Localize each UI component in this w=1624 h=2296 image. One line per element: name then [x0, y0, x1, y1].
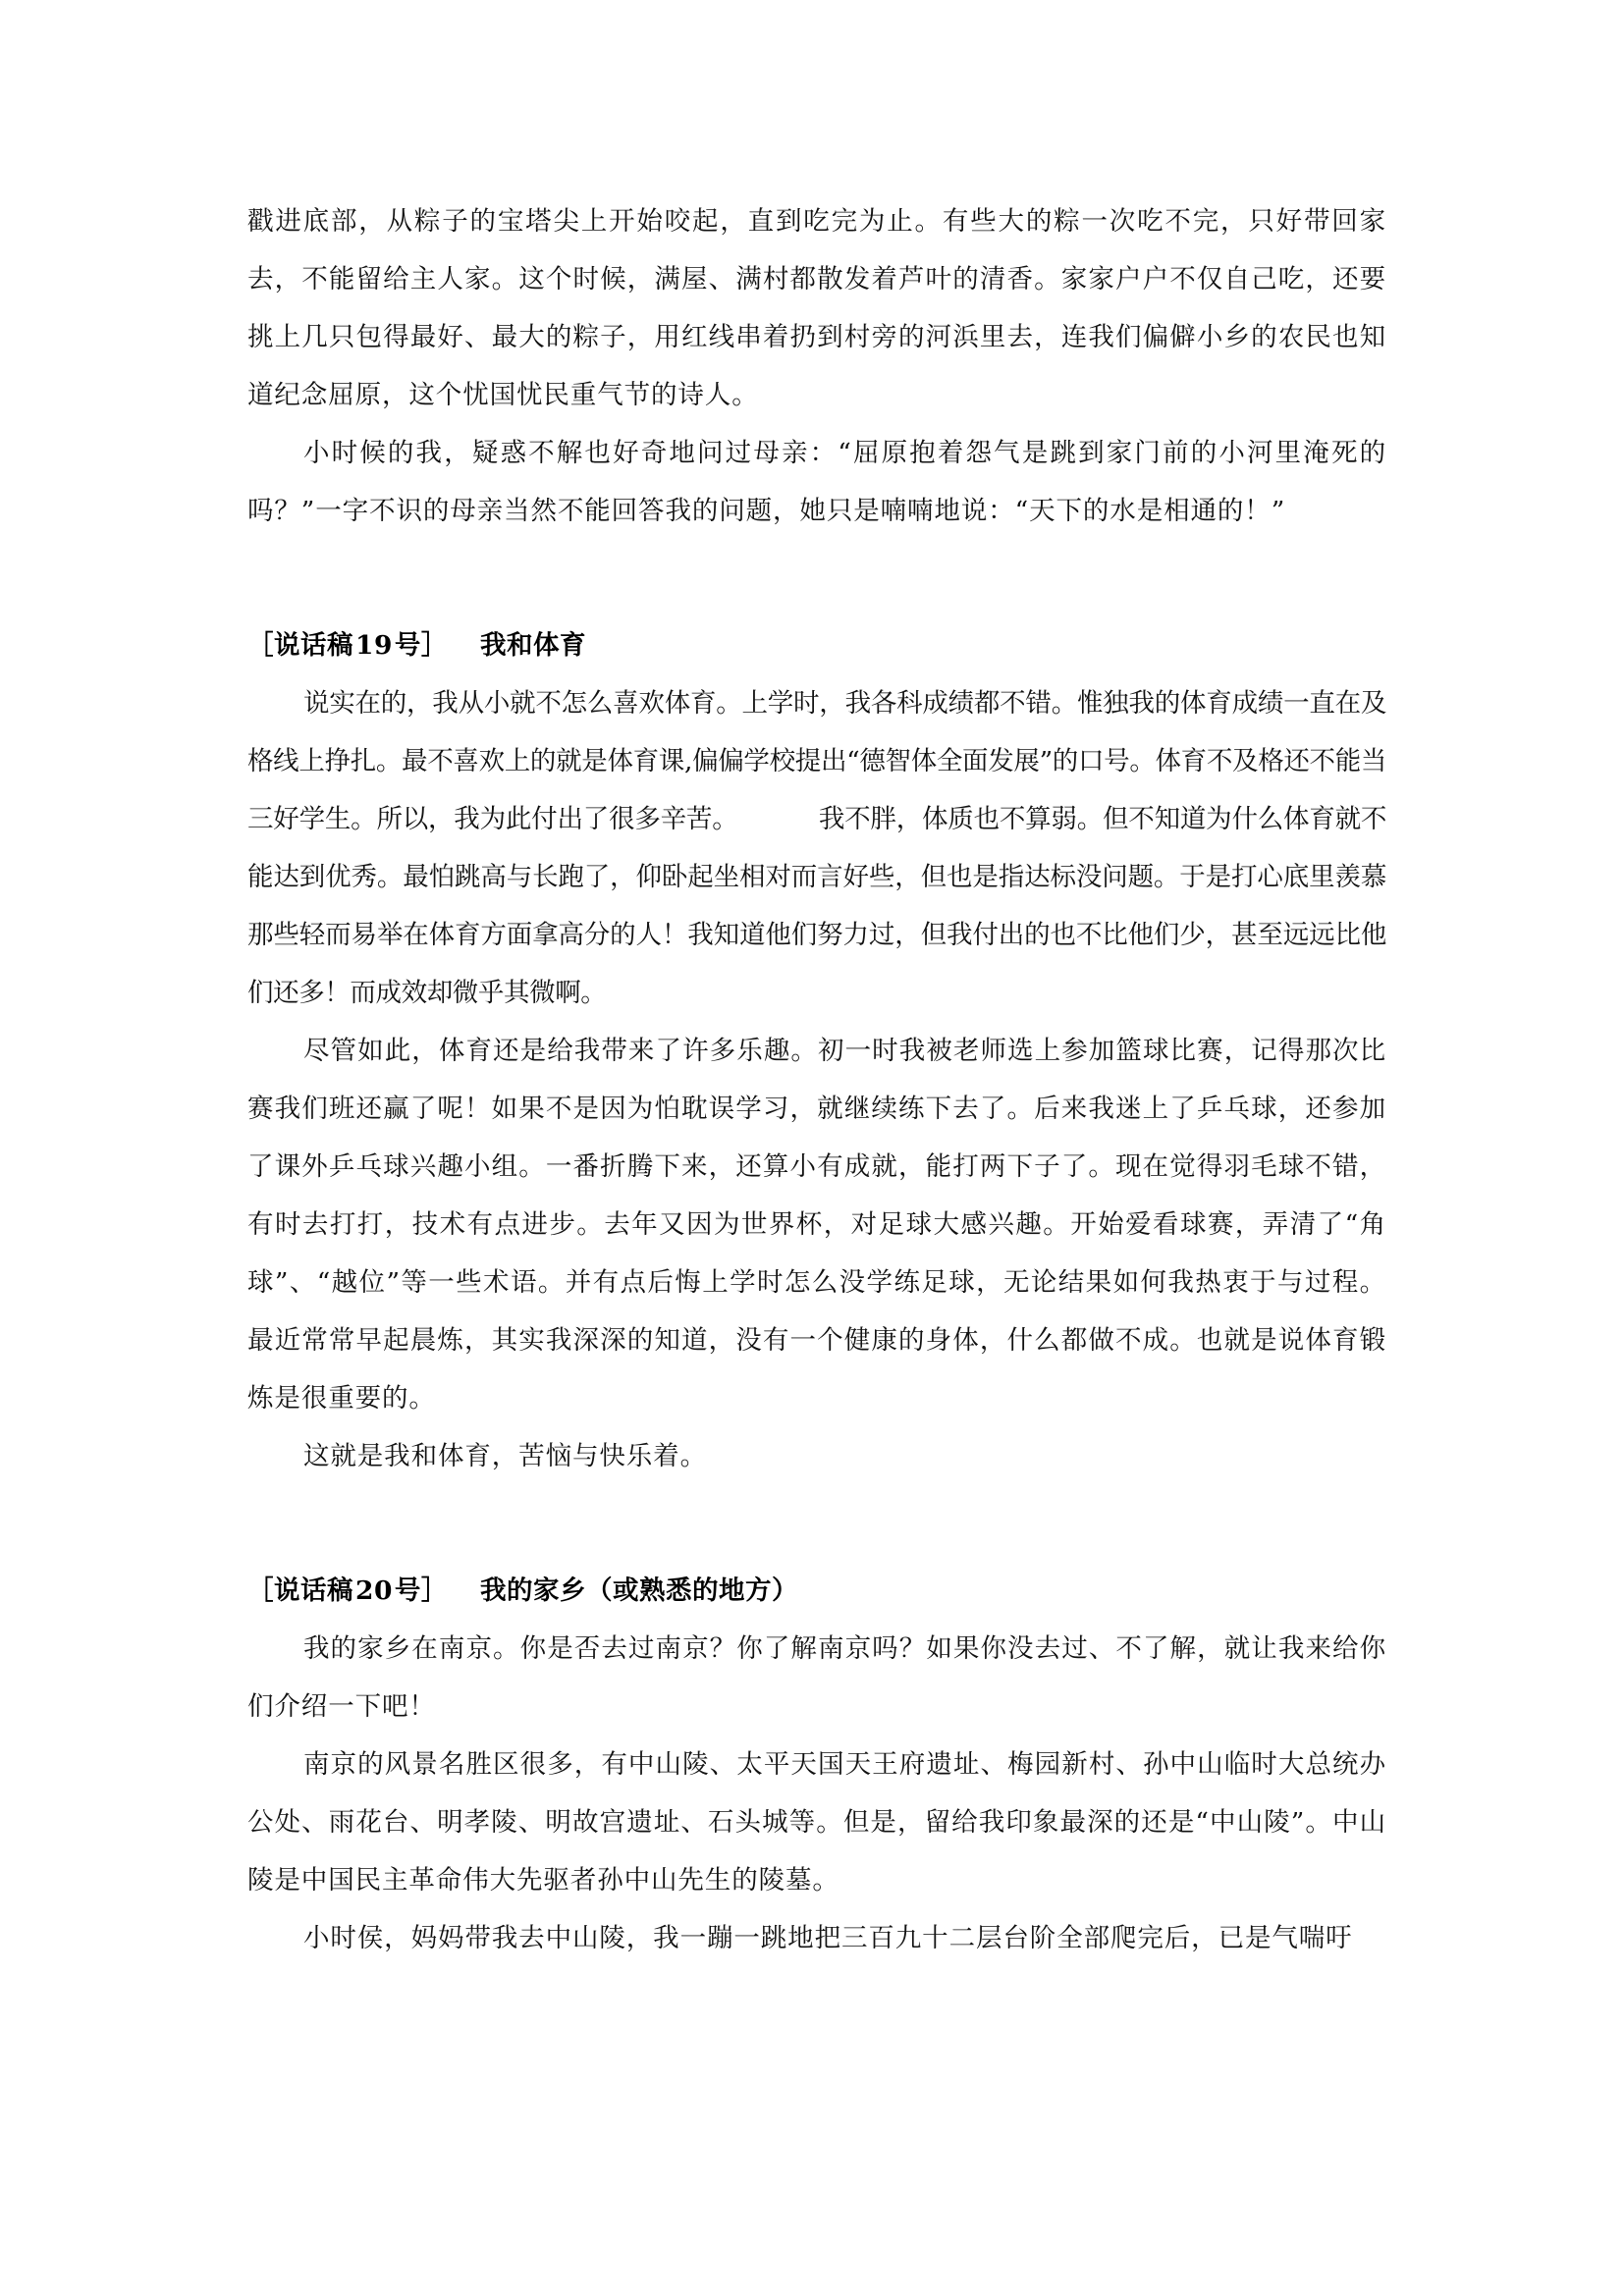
heading-19-title: 我和体育: [480, 630, 587, 661]
spacer-before-heading-20: [247, 1485, 1386, 1562]
heading-20-bracket-open: ［: [247, 1575, 274, 1606]
spacer-before-heading-19: [247, 540, 1386, 616]
heading-19-bracket-open: ［: [247, 630, 274, 661]
paragraph-sport-1a: 说实在的，我从小就不怎么喜欢体育。上学时，我各科成绩都不错。惟独我的体育成绩一直在及格线上挣扎。最不喜欢上的就是体育课,偏偏学校提出“德智体全面发展”的口号。体育不及格还不能当三好学生。所以，我为此付出了很多辛苦。: [247, 688, 1386, 834]
heading-19-unit: 号: [394, 630, 421, 661]
paragraph-home-1: 我的家乡在南京。你是否去过南京？你了解南京吗？如果你没去过、不了解，就让我来给你们介绍一下吧！: [247, 1633, 1386, 1722]
heading-speech-19: [247, 616, 1386, 674]
heading-19-label: 说话稿: [274, 630, 353, 661]
paragraph-sport-1: [247, 674, 1386, 1022]
heading-19-number: 19: [355, 630, 393, 661]
heading-20-unit: 号: [394, 1575, 421, 1606]
heading-20-label: 说话稿: [274, 1575, 353, 1606]
paragraph-home-2: 南京的风景名胜区很多，有中山陵、太平天国天王府遗址、梅园新村、孙中山临时大总统办公处、雨花台、明孝陵、明故宫遗址、石头城等。但是，留给我印象最深的还是“中山陵”。中山陵是中国民主革命伟大先驱者孙中山先生的陵墓。: [247, 1749, 1386, 1896]
heading-20-title: 我的家乡（或熟悉的地方）: [480, 1575, 799, 1606]
heading-20-bracket-close: ］: [420, 1575, 448, 1606]
paragraph-sport-3: 这就是我和体育，苦恼与快乐着。: [302, 1441, 707, 1471]
paragraph-sport-2: 尽管如此，体育还是给我带来了许多乐趣。初一时我被老师选上参加篮球比赛，记得那次比赛我们班还赢了呢！如果不是因为怕耽误学习，就继续练下去了。后来我迷上了乒乓球，还参加了课外乒乓球兴趣小组。一番折腾下来，还算小有成就，能打两下子了。现在觉得羽毛球不错，有时去打打，技术有点进步。去年又因为世界杯，对足球大感兴趣。开始爱看球赛，弄清了“角球”、“越位”等一些术语。并有点后悔上学时怎么没学练足球，无论结果如何我热衷于与过程。最近常常早起晨炼，其实我深深的知道，没有一个健康的身体，什么都做不成。也就是说体育锻炼是很重要的。: [247, 1036, 1386, 1414]
paragraph-quyuan: 小时候的我，疑惑不解也好奇地问过母亲：“屈原抱着怨气是跳到家门前的小河里淹死的吗？”一字不识的母亲当然不能回答我的问题，她只是喃喃地说：“天下的水是相通的！”: [247, 438, 1386, 526]
paragraph-zongzi: 戳进底部，从粽子的宝塔尖上开始咬起，直到吃完为止。有些大的粽一次吃不完，只好带回家去，不能留给主人家。这个时候，满屋、满村都散发着芦叶的清香。家家户户不仅自己吃，还要挑上几只包得最好、最大的粽子，用红线串着扔到村旁的河浜里去，连我们偏僻小乡的农民也知道纪念屈原，这个忧国忧民重气节的诗人。: [247, 206, 1386, 410]
paragraph-home-3: 小时侯，妈妈带我去中山陵，我一蹦一跳地把三百九十二层台阶全部爬完后，已是气喘吁: [302, 1923, 1353, 1953]
heading-20-number: 20: [355, 1575, 393, 1606]
heading-19-bracket-close: ］: [420, 630, 448, 661]
heading-speech-20: [247, 1562, 1386, 1620]
page-content: [247, 192, 1386, 1967]
paragraph-sport-1b: 我不胖，体质也不算弱。但不知道为什么体育就不能达到优秀。最怕跳高与长跑了，仰卧起坐相对而言好些，但也是指达标没问题。于是打心底里羡慕那些轻而易举在体育方面拿高分的人！我知道他们努力过，但我付出的也不比他们少，甚至远远比他们还多！而成效却微乎其微啊。: [247, 804, 1386, 1008]
